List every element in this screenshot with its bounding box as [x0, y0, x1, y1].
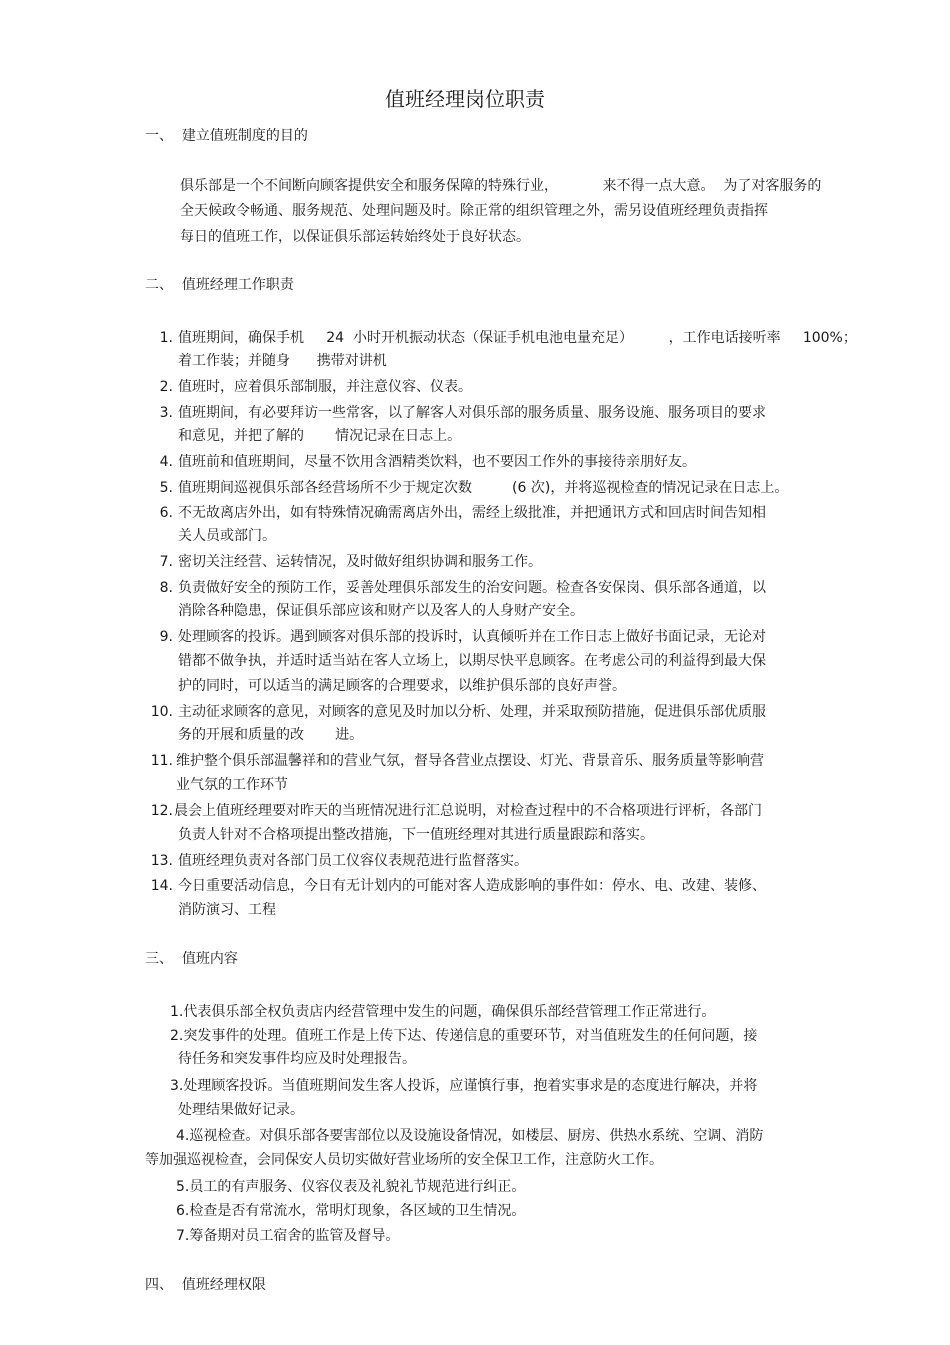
item-number: 4.	[159, 454, 173, 470]
section-1-line: 每日的值班工作，以保证俱乐部运转始终处于良好状态。	[180, 229, 530, 245]
duty-item-line: 维护整个俱乐部温馨祥和的营业气氛，督导各营业点摆设、灯光、背景音乐、服务质量等影响营	[176, 753, 764, 769]
content-item-line: 4.巡视检查。对俱乐部各要害部位以及设施设备情况，如楼层、厨房、供热水系统、空调、消防	[176, 1128, 764, 1144]
content-item-line: 等加强巡视检查，会同保安人员切实做好营业场所的安全保卫工作，注意防火工作。	[145, 1152, 663, 1168]
duty-item-line: 错都不做争执，并适时适当站在客人立场上，以期尽快平息顾客。在考虑公司的利益得到最大保	[178, 653, 766, 669]
duty-item-line: 值班时，应着俱乐部制服，并注意仪容、仪表。	[178, 379, 472, 395]
section-1-line: 全天候政令畅通、服务规范、处理问题及时。除正常的组织管理之外，需另设值班经理负责指挥	[180, 203, 768, 219]
duty-item-line: 值班期间，确保手机 24 小时开机振动状态（保证手机电池电量充足） ，工作电话接听率 100%；	[178, 330, 857, 346]
duty-item-line: 密切关注经营、运转情况，及时做好组织协调和服务工作。	[178, 554, 542, 570]
duty-item-line: 务的开展和质量的改 进。	[178, 727, 364, 743]
content-item-line: 3.处理顾客投诉。当值班期间发生客人投诉，应谨慎行事，抱着实事求是的态度进行解决，并将	[170, 1078, 758, 1094]
item-number: 14.	[150, 878, 173, 894]
item-number: 10.	[150, 704, 173, 720]
duty-item-line: 业气氛的工作环节	[176, 777, 288, 793]
duty-item-line: 和意见，并把了解的 情况记录在日志上。	[178, 428, 462, 444]
item-number: 7.	[159, 554, 173, 570]
duty-item-line: 主动征求顾客的意见，对顾客的意见及时加以分析、处理，并采取预防措施，促进俱乐部优质服	[178, 704, 766, 720]
duty-item-line: 处理顾客的投诉。遇到顾客对俱乐部的投诉时，认真倾听并在工作日志上做好书面记录，无论对	[178, 629, 766, 645]
item-number: 12.	[150, 803, 173, 819]
item-number: 11.	[150, 753, 173, 769]
duty-item-line: 消除各种隐患，保证俱乐部应该和财产以及客人的人身财产安全。	[178, 603, 584, 619]
item-number: 8.	[159, 580, 173, 596]
duty-item-line: 不无故离店外出，如有特殊情况确需离店外出，需经上级批准，并把通讯方式和回店时间告知相	[178, 505, 766, 521]
item-number: 1.	[159, 330, 173, 346]
item-number: 13.	[150, 853, 173, 869]
item-number: 9.	[159, 629, 173, 645]
duty-item-line: 消防演习、工程	[178, 902, 276, 918]
duty-item-line: 负责做好安全的预防工作，妥善处理俱乐部发生的治安问题。检查各安保岗、俱乐部各通道，以	[178, 580, 766, 596]
duty-item-line: 值班经理负责对各部门员工仪容仪表规范进行监督落实。	[178, 853, 528, 869]
duty-item-line: 今日重要活动信息，今日有无计划内的可能对客人造成影响的事件如：停水、电、改建、装修、	[178, 878, 766, 894]
content-item-line: 5.员工的有声服务、仪容仪表及礼貌礼节规范进行纠正。	[176, 1179, 526, 1195]
content-item-line: 6.检查是否有常流水，常明灯现象，各区域的卫生情况。	[176, 1203, 526, 1219]
duty-item-line: 着工作装；并随身 携带对讲机	[178, 353, 387, 369]
section-3-heading: 三、 值班内容	[145, 951, 238, 967]
duty-item-line: 护的同时，可以适当的满足顾客的合理要求，以维护俱乐部的良好声誉。	[178, 678, 626, 694]
content-item-line: 1.代表俱乐部全权负责店内经营管理中发生的问题，确保俱乐部经营管理工作正常进行。	[170, 1004, 716, 1020]
item-number: 2.	[159, 379, 173, 395]
content-item-line: 待任务和突发事件均应及时处理报告。	[178, 1051, 416, 1067]
content-item-line: 处理结果做好记录。	[178, 1102, 304, 1118]
section-1-line: 俱乐部是一个不间断向顾客提供安全和服务保障的特殊行业， 来不得一点大意。 为了对客服务的	[180, 178, 822, 194]
content-item-line: 7.筹备期对员工宿舍的监管及督导。	[176, 1228, 400, 1244]
duty-item-line: 值班期间，有必要拜访一些常客，以了解客人对俱乐部的服务质量、服务设施、服务项目的要求	[178, 405, 766, 421]
content-item-line: 2.突发事件的处理。值班工作是上传下达、传递信息的重要环节，对当值班发生的任何问题，接	[170, 1028, 758, 1044]
item-number: 5.	[159, 480, 173, 496]
duty-item-line: 晨会上值班经理要对昨天的当班情况进行汇总说明，对检查过程中的不合格项进行评析，各部门	[174, 803, 762, 819]
section-4-heading: 四、 值班经理权限	[145, 1277, 266, 1293]
duty-item-line: 值班前和值班期间，尽量不饮用含酒精类饮料，也不要因工作外的事接待亲朋好友。	[178, 454, 696, 470]
duty-item-line: 关人员或部门。	[178, 528, 276, 544]
duty-item-line: 值班期间巡视俱乐部各经营场所不少于规定次数 (6 次)，并将巡视检查的情况记录在日志上。	[178, 480, 789, 496]
page-title: 值班经理岗位职责	[385, 87, 545, 111]
item-number: 3.	[159, 405, 173, 421]
section-1-heading: 一、 建立值班制度的目的	[145, 128, 308, 144]
section-2-heading: 二、 值班经理工作职责	[145, 277, 294, 293]
item-number: 6.	[159, 505, 173, 521]
duty-item-line: 负责人针对不合格项提出整改措施，下一值班经理对其进行质量跟踪和落实。	[178, 827, 654, 843]
